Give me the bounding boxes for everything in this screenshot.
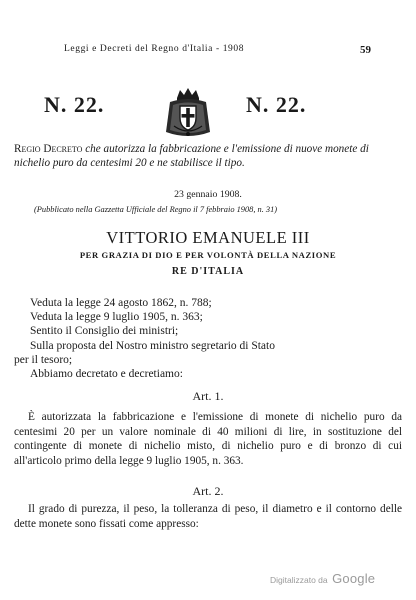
preamble-line: Sulla proposta del Nostro ministro segretario di Stato bbox=[30, 340, 275, 352]
running-header bbox=[0, 44, 416, 58]
decree-date: 23 gennaio 1908. bbox=[174, 189, 242, 200]
decree-intro bbox=[14, 142, 406, 170]
decree-number-left: N. 22. bbox=[44, 92, 105, 117]
preamble-line: Veduta la legge 24 agosto 1862, n. 788; bbox=[30, 297, 212, 309]
royal-crest-icon bbox=[160, 86, 216, 140]
article-heading: Art. 1. bbox=[192, 389, 224, 403]
preamble-line: Veduta la legge 9 luglio 1905, n. 363; bbox=[30, 311, 203, 323]
running-title: Leggi e Decreti del Regno d'Italia - 1908 bbox=[64, 44, 245, 54]
sovereign-title: RE D'ITALIA bbox=[171, 266, 245, 277]
page-number: 59 bbox=[360, 44, 371, 56]
preamble-line: per il tesoro; bbox=[14, 354, 73, 366]
intro-lead: Regio Decreto bbox=[14, 143, 83, 155]
sovereign-name: VITTORIO EMANUELE III bbox=[106, 228, 310, 247]
article-heading: Art. 2. bbox=[192, 484, 224, 498]
digitization-watermark bbox=[270, 570, 375, 588]
decree-number-right: N. 22. bbox=[246, 92, 307, 117]
article-text: È autorizzata la fabbricazione e l'emissione di monete di nichelio puro da centesimi 20 per un valore nominale di 40 milioni di lire, in sostituzione del contingente di monete di nichelio misto, di nichelio puro e di bronzo di cui all'articolo primo della legge 9 luglio 1905, n. 363. bbox=[14, 411, 402, 467]
publication-note: (Pubblicato nella Gazzetta Ufficiale del Regno il 7 febbraio 1908, n. 31) bbox=[34, 205, 278, 214]
article-text: Il grado di purezza, il peso, la tolleranza di peso, il diametro e il contorno delle dette monete sono fissati come appresso: bbox=[14, 503, 402, 530]
sovereign-grace: PER GRAZIA DI DIO E PER VOLONTÀ DELLA NAZIONE bbox=[79, 250, 337, 260]
google-logo: Google bbox=[332, 571, 376, 586]
decree-number-row bbox=[0, 86, 416, 138]
digitized-label: Digitalizzato da bbox=[270, 575, 328, 585]
intro-text: che autorizza la fabbricazione e l'emissione di nuove monete di nichelio puro da centesimi 20 e ne stabilisce il tipo. bbox=[14, 143, 369, 169]
preamble-line: Abbiamo decretato e decretiamo: bbox=[30, 368, 183, 380]
preamble-line: Sentito il Consiglio dei ministri; bbox=[30, 325, 179, 337]
